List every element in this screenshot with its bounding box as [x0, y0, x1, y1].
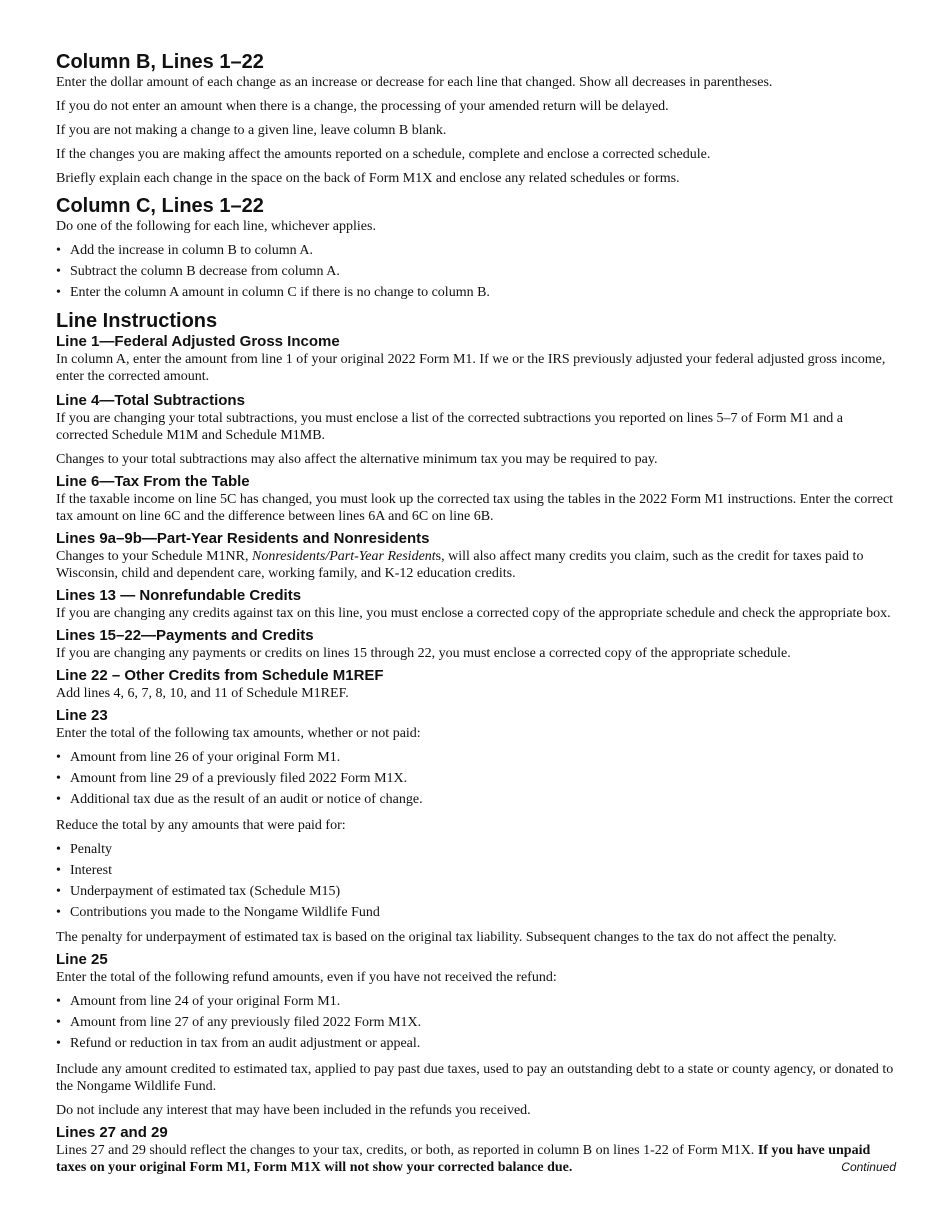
list-item: • Underpayment of estimated tax (Schedule M15)	[56, 883, 896, 900]
line-4-block	[56, 392, 896, 468]
line-27-title: Lines 27 and 29	[56, 1124, 168, 1141]
line-13-block	[56, 587, 896, 622]
line-9-title: Lines 9a–9b—Part-Year Residents and Nonresidents	[56, 530, 430, 547]
line-22-text: Add lines 4, 6, 7, 8, 10, and 11 of Schedule M1REF.	[56, 686, 349, 701]
line-25-list	[56, 993, 896, 1052]
list-item: • Contributions you made to the Nongame Wildlife Fund	[56, 904, 896, 921]
column-c-intro: Do one of the following for each line, whichever applies.	[56, 219, 376, 234]
line-22-title: Line 22 – Other Credits from Schedule M1REF	[56, 667, 384, 684]
line-15-title: Lines 15–22—Payments and Credits	[56, 627, 314, 644]
line-4-text-2: Changes to your total subtractions may also affect the alternative minimum tax you may be required to pay.	[56, 452, 658, 467]
column-c-heading: Column C, Lines 1–22	[56, 195, 264, 217]
line-25-block	[56, 951, 896, 1119]
line-23-reduce: Reduce the total by any amounts that were paid for:	[56, 818, 346, 833]
line-25-intro: Enter the total of the following refund amounts, even if you have not received the refund:	[56, 970, 557, 985]
line-4-title: Line 4—Total Subtractions	[56, 392, 245, 409]
line-15-text: If you are changing any payments or credits on lines 15 through 22, you must enclose a corrected copy of the appropriate schedule.	[56, 646, 791, 661]
line-25-text: Include any amount credited to estimated tax, applied to pay past due taxes, used to pay an outstanding debt to a state or county agency, or donated to the Nongame Wildlife Fund.	[56, 1062, 894, 1094]
line-23-penalty: The penalty for underpayment of estimated tax is based on the original tax liability. Subsequent changes to the tax do not affect the penalty.	[56, 930, 837, 945]
line-25-title: Line 25	[56, 951, 108, 968]
list-item: • Amount from line 26 of your original Form M1.	[56, 749, 896, 766]
instructions-page	[56, 50, 896, 1176]
line-27-text-plain: Lines 27 and 29 should reflect the changes to your tax, credits, or both, as reported in column B on lines 1-22 of Form M1X.	[56, 1143, 758, 1158]
schedule-title-italic: Nonresidents/Part-Year Resident	[251, 549, 436, 564]
line-9-text-a: Changes to your Schedule M1NR,	[56, 549, 252, 564]
line-6-title: Line 6—Tax From the Table	[56, 473, 250, 490]
line-23-reduce-list	[56, 841, 896, 921]
continued-label: Continued	[841, 1160, 896, 1174]
line-1-block	[56, 333, 896, 385]
column-c-section	[56, 194, 896, 301]
column-b-para: If the changes you are making affect the amounts reported on a schedule, complete and enclose a corrected schedule.	[56, 147, 711, 162]
line-9-text	[56, 548, 896, 582]
line-27-text	[56, 1142, 896, 1176]
line-6-text: If the taxable income on line 5C has changed, you must look up the corrected tax using the tables in the 2022 Form M1 instructions. Enter the correct tax amount on line 6C and the difference between lines 6A and 6C on line 6B.	[56, 492, 894, 524]
line-instructions-section	[56, 309, 896, 1176]
line-23-list	[56, 749, 896, 808]
line-9-block	[56, 530, 896, 582]
line-1-text: In column A, enter the amount from line 1 of your original 2022 Form M1. If we or the IRS previously adjusted your federal adjusted gross income, enter the corrected amount.	[56, 352, 886, 384]
list-item: • Amount from line 24 of your original Form M1.	[56, 993, 896, 1010]
list-item: • Additional tax due as the result of an audit or notice of change.	[56, 791, 896, 808]
line-27-block	[56, 1124, 896, 1176]
column-c-list	[56, 242, 896, 301]
list-item: • Interest	[56, 862, 896, 879]
column-b-para: If you do not enter an amount when there is a change, the processing of your amended return will be delayed.	[56, 99, 669, 114]
column-b-para: Enter the dollar amount of each change as an increase or decrease for each line that changed. Show all decreases in parentheses.	[56, 75, 773, 90]
list-item: • Amount from line 29 of a previously filed 2022 Form M1X.	[56, 770, 896, 787]
line-25-text-2: Do not include any interest that may have been included in the refunds you received.	[56, 1103, 531, 1118]
line-27-text-bold: If you have unpaid taxes on your original Form M1, Form M1X will not show your corrected balance due.	[56, 1143, 871, 1175]
line-4-text: If you are changing your total subtractions, you must enclose a list of the corrected subtractions you reported on lines 5–7 of Form M1 and a corrected Schedule M1M and Schedule M1MB.	[56, 411, 843, 443]
line-1-title: Line 1—Federal Adjusted Gross Income	[56, 333, 340, 350]
line-13-text: If you are changing any credits against tax on this line, you must enclose a corrected copy of the appropriate schedule and check the appropriate box.	[56, 606, 891, 621]
line-23-intro: Enter the total of the following tax amounts, whether or not paid:	[56, 726, 421, 741]
list-item: • Refund or reduction in tax from an audit adjustment or appeal.	[56, 1035, 896, 1052]
column-b-para: Briefly explain each change in the space on the back of Form M1X and enclose any related schedules or forms.	[56, 171, 680, 186]
list-item: • Enter the column A amount in column C if there is no change to column B.	[56, 284, 896, 301]
list-item: • Add the increase in column B to column A.	[56, 242, 896, 259]
line-15-block	[56, 627, 896, 662]
line-23-block	[56, 707, 896, 946]
list-item: • Subtract the column B decrease from column A.	[56, 263, 896, 280]
line-23-title: Line 23	[56, 707, 108, 724]
column-b-section	[56, 50, 896, 187]
list-item: • Penalty	[56, 841, 896, 858]
line-13-title: Lines 13 — Nonrefundable Credits	[56, 587, 302, 604]
line-9-text-c: s, will also affect many credits you claim, such as the credit for taxes paid to Wisconsin, child and dependent care, working family, and K-12 education credits.	[56, 549, 864, 581]
list-item: • Amount from line 27 of any previously filed 2022 Form M1X.	[56, 1014, 896, 1031]
column-b-para: If you are not making a change to a given line, leave column B blank.	[56, 123, 447, 138]
line-22-block	[56, 667, 896, 702]
line-instructions-heading: Line Instructions	[56, 310, 218, 332]
line-6-block	[56, 473, 896, 525]
column-b-heading: Column B, Lines 1–22	[56, 51, 264, 73]
